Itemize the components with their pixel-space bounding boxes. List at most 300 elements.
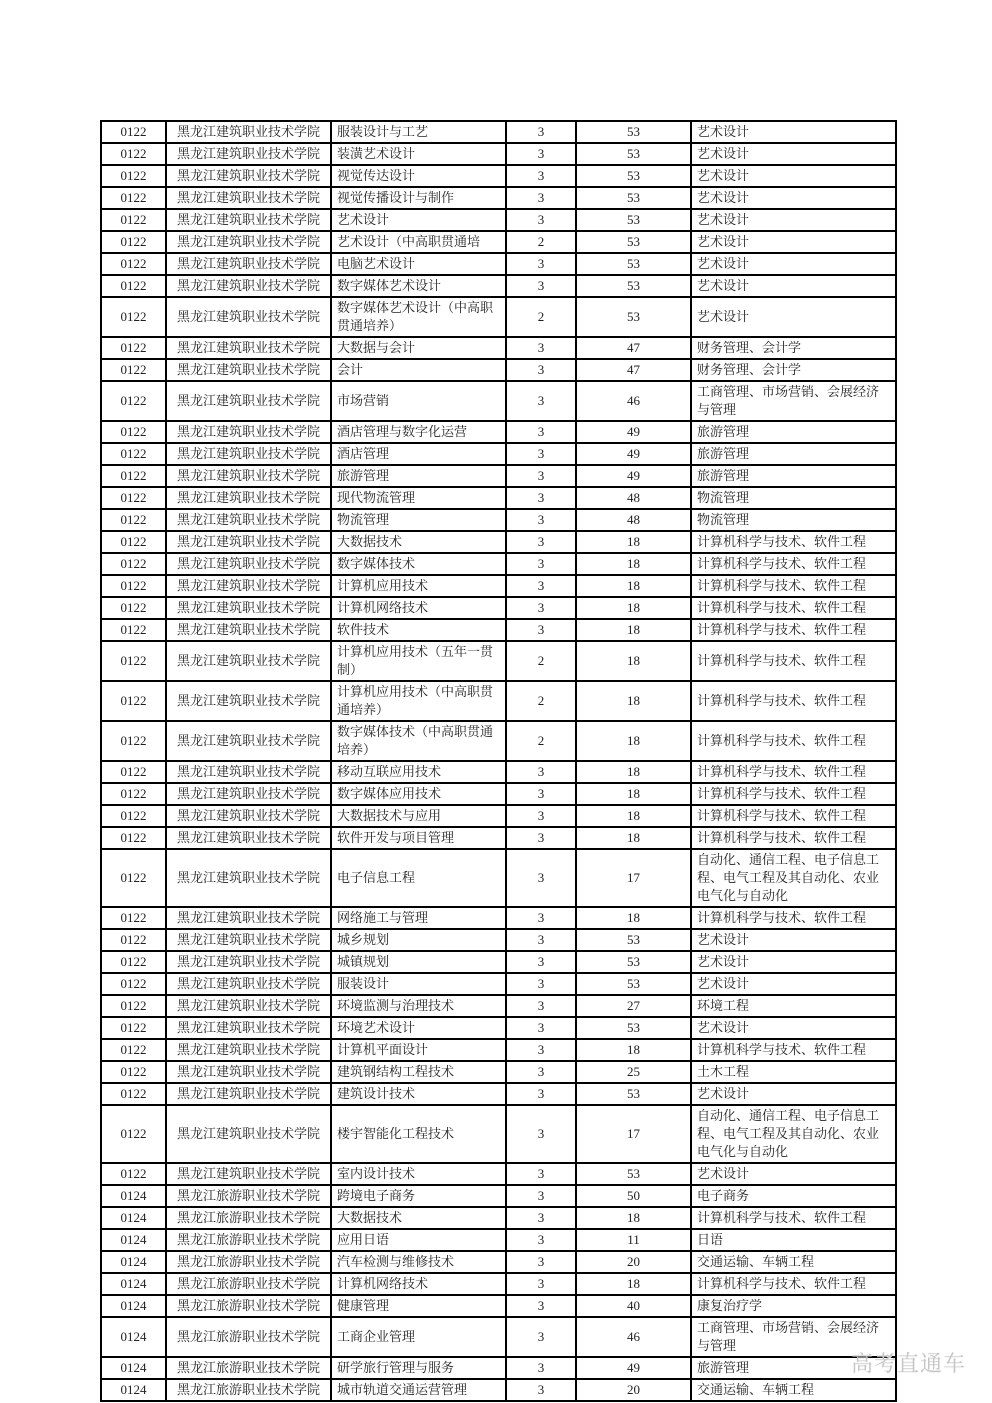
table-row (101, 575, 896, 597)
cell-duration: 2 (506, 721, 576, 761)
cell-category-code: 17 (576, 1105, 691, 1163)
table-row (101, 275, 896, 297)
cell-duration: 3 (506, 275, 576, 297)
cell-category-code: 18 (576, 1273, 691, 1295)
cell-college-name: 黑龙江建筑职业技术学院 (166, 721, 331, 761)
cell-college-name: 黑龙江建筑职业技术学院 (166, 641, 331, 681)
cell-duration: 3 (506, 1273, 576, 1295)
cell-undergrad-majors: 艺术设计 (691, 1163, 896, 1185)
cell-college-name: 黑龙江建筑职业技术学院 (166, 575, 331, 597)
cell-college-name: 黑龙江建筑职业技术学院 (166, 465, 331, 487)
cell-undergrad-majors: 艺术设计 (691, 1017, 896, 1039)
cell-college-code: 0122 (101, 297, 166, 337)
cell-undergrad-majors: 旅游管理 (691, 421, 896, 443)
cell-category-code: 53 (576, 143, 691, 165)
cell-college-code: 0122 (101, 381, 166, 421)
cell-category-code: 18 (576, 531, 691, 553)
table-row (101, 1251, 896, 1273)
cell-major-name: 工商企业管理 (331, 1317, 506, 1357)
cell-major-name: 艺术设计 (331, 209, 506, 231)
cell-major-name: 软件技术 (331, 619, 506, 641)
table-row (101, 597, 896, 619)
table-row (101, 337, 896, 359)
cell-college-code: 0124 (101, 1229, 166, 1251)
cell-college-code: 0122 (101, 337, 166, 359)
cell-category-code: 11 (576, 1229, 691, 1251)
cell-college-name: 黑龙江旅游职业技术学院 (166, 1317, 331, 1357)
table-row (101, 209, 896, 231)
cell-category-code: 20 (576, 1251, 691, 1273)
cell-category-code: 18 (576, 1207, 691, 1229)
cell-undergrad-majors: 工商管理、市场营销、会展经济与管理 (691, 381, 896, 421)
cell-duration: 3 (506, 187, 576, 209)
cell-duration: 3 (506, 575, 576, 597)
cell-major-name: 数字媒体技术 (331, 553, 506, 575)
cell-major-name: 计算机应用技术（中高职贯通培养） (331, 681, 506, 721)
cell-college-name: 黑龙江建筑职业技术学院 (166, 973, 331, 995)
cell-undergrad-majors: 环境工程 (691, 995, 896, 1017)
cell-duration: 2 (506, 297, 576, 337)
cell-major-name: 网络施工与管理 (331, 907, 506, 929)
cell-college-name: 黑龙江建筑职业技术学院 (166, 849, 331, 907)
cell-undergrad-majors: 旅游管理 (691, 1357, 896, 1379)
cell-category-code: 53 (576, 165, 691, 187)
cell-college-name: 黑龙江旅游职业技术学院 (166, 1379, 331, 1401)
cell-college-code: 0122 (101, 465, 166, 487)
cell-category-code: 40 (576, 1295, 691, 1317)
cell-category-code: 46 (576, 381, 691, 421)
cell-duration: 3 (506, 509, 576, 531)
cell-duration: 3 (506, 1207, 576, 1229)
cell-undergrad-majors: 计算机科学与技术、软件工程 (691, 1039, 896, 1061)
table-row (101, 359, 896, 381)
cell-duration: 3 (506, 1251, 576, 1273)
cell-college-name: 黑龙江建筑职业技术学院 (166, 907, 331, 929)
cell-category-code: 18 (576, 553, 691, 575)
cell-category-code: 18 (576, 761, 691, 783)
cell-college-name: 黑龙江建筑职业技术学院 (166, 253, 331, 275)
cell-college-code: 0122 (101, 641, 166, 681)
cell-category-code: 18 (576, 827, 691, 849)
cell-major-name: 大数据与会计 (331, 337, 506, 359)
cell-major-name: 汽车检测与维修技术 (331, 1251, 506, 1273)
cell-category-code: 47 (576, 337, 691, 359)
cell-duration: 3 (506, 421, 576, 443)
table-row (101, 1379, 896, 1401)
cell-major-name: 会计 (331, 359, 506, 381)
cell-major-name: 建筑钢结构工程技术 (331, 1061, 506, 1083)
cell-duration: 3 (506, 929, 576, 951)
cell-college-code: 0124 (101, 1185, 166, 1207)
cell-major-name: 大数据技术 (331, 531, 506, 553)
cell-major-name: 数字媒体艺术设计 (331, 275, 506, 297)
cell-major-name: 电脑艺术设计 (331, 253, 506, 275)
cell-category-code: 18 (576, 641, 691, 681)
cell-college-code: 0122 (101, 951, 166, 973)
cell-undergrad-majors: 艺术设计 (691, 143, 896, 165)
cell-duration: 3 (506, 805, 576, 827)
cell-college-name: 黑龙江建筑职业技术学院 (166, 597, 331, 619)
cell-college-code: 0122 (101, 443, 166, 465)
table-row (101, 443, 896, 465)
cell-college-code: 0122 (101, 849, 166, 907)
table-row (101, 1039, 896, 1061)
cell-college-name: 黑龙江旅游职业技术学院 (166, 1185, 331, 1207)
cell-duration: 3 (506, 209, 576, 231)
cell-category-code: 18 (576, 1039, 691, 1061)
cell-undergrad-majors: 计算机科学与技术、软件工程 (691, 827, 896, 849)
cell-college-name: 黑龙江建筑职业技术学院 (166, 337, 331, 359)
cell-category-code: 46 (576, 1317, 691, 1357)
cell-college-code: 0124 (101, 1273, 166, 1295)
cell-undergrad-majors: 计算机科学与技术、软件工程 (691, 531, 896, 553)
cell-undergrad-majors: 计算机科学与技术、软件工程 (691, 1207, 896, 1229)
cell-undergrad-majors: 计算机科学与技术、软件工程 (691, 597, 896, 619)
cell-undergrad-majors: 工商管理、市场营销、会展经济与管理 (691, 1317, 896, 1357)
cell-category-code: 53 (576, 973, 691, 995)
cell-undergrad-majors: 交通运输、车辆工程 (691, 1379, 896, 1401)
cell-major-name: 电子信息工程 (331, 849, 506, 907)
cell-undergrad-majors: 物流管理 (691, 509, 896, 531)
cell-college-name: 黑龙江建筑职业技术学院 (166, 143, 331, 165)
cell-category-code: 53 (576, 209, 691, 231)
cell-college-code: 0122 (101, 487, 166, 509)
cell-college-name: 黑龙江建筑职业技术学院 (166, 1061, 331, 1083)
cell-undergrad-majors: 计算机科学与技术、软件工程 (691, 553, 896, 575)
table-row (101, 805, 896, 827)
cell-major-name: 计算机平面设计 (331, 1039, 506, 1061)
cell-duration: 3 (506, 121, 576, 143)
cell-category-code: 18 (576, 783, 691, 805)
cell-category-code: 18 (576, 907, 691, 929)
cell-college-code: 0122 (101, 187, 166, 209)
table-row (101, 1207, 896, 1229)
table-row (101, 929, 896, 951)
cell-college-name: 黑龙江建筑职业技术学院 (166, 805, 331, 827)
cell-duration: 2 (506, 681, 576, 721)
cell-undergrad-majors: 财务管理、会计学 (691, 359, 896, 381)
cell-category-code: 18 (576, 597, 691, 619)
cell-category-code: 53 (576, 275, 691, 297)
cell-major-name: 移动互联应用技术 (331, 761, 506, 783)
cell-college-code: 0122 (101, 1083, 166, 1105)
cell-undergrad-majors: 艺术设计 (691, 297, 896, 337)
cell-major-name: 酒店管理 (331, 443, 506, 465)
cell-college-code: 0122 (101, 681, 166, 721)
cell-major-name: 大数据技术与应用 (331, 805, 506, 827)
cell-major-name: 计算机应用技术 (331, 575, 506, 597)
cell-major-name: 城市轨道交通运营管理 (331, 1379, 506, 1401)
table-row (101, 907, 896, 929)
cell-college-code: 0122 (101, 973, 166, 995)
cell-undergrad-majors: 计算机科学与技术、软件工程 (691, 805, 896, 827)
cell-undergrad-majors: 计算机科学与技术、软件工程 (691, 681, 896, 721)
cell-duration: 3 (506, 1379, 576, 1401)
cell-duration: 3 (506, 951, 576, 973)
cell-major-name: 物流管理 (331, 509, 506, 531)
cell-major-name: 楼宇智能化工程技术 (331, 1105, 506, 1163)
cell-college-name: 黑龙江建筑职业技术学院 (166, 827, 331, 849)
cell-major-name: 环境监测与治理技术 (331, 995, 506, 1017)
cell-undergrad-majors: 康复治疗学 (691, 1295, 896, 1317)
table-row (101, 381, 896, 421)
cell-undergrad-majors: 电子商务 (691, 1185, 896, 1207)
cell-undergrad-majors: 计算机科学与技术、软件工程 (691, 761, 896, 783)
cell-major-name: 室内设计技术 (331, 1163, 506, 1185)
table-row (101, 1357, 896, 1379)
cell-college-name: 黑龙江建筑职业技术学院 (166, 1017, 331, 1039)
cell-college-name: 黑龙江旅游职业技术学院 (166, 1273, 331, 1295)
cell-major-name: 大数据技术 (331, 1207, 506, 1229)
cell-college-name: 黑龙江旅游职业技术学院 (166, 1207, 331, 1229)
cell-undergrad-majors: 艺术设计 (691, 275, 896, 297)
cell-college-name: 黑龙江建筑职业技术学院 (166, 487, 331, 509)
cell-major-name: 计算机应用技术（五年一贯制） (331, 641, 506, 681)
cell-category-code: 49 (576, 1357, 691, 1379)
table-row (101, 553, 896, 575)
cell-college-code: 0124 (101, 1207, 166, 1229)
cell-college-code: 0124 (101, 1317, 166, 1357)
table-row (101, 995, 896, 1017)
cell-college-name: 黑龙江建筑职业技术学院 (166, 995, 331, 1017)
cell-duration: 3 (506, 907, 576, 929)
cell-category-code: 17 (576, 849, 691, 907)
cell-college-name: 黑龙江旅游职业技术学院 (166, 1229, 331, 1251)
cell-major-name: 计算机网络技术 (331, 1273, 506, 1295)
cell-college-code: 0122 (101, 907, 166, 929)
cell-undergrad-majors: 财务管理、会计学 (691, 337, 896, 359)
cell-college-code: 0122 (101, 995, 166, 1017)
cell-college-name: 黑龙江建筑职业技术学院 (166, 231, 331, 253)
cell-duration: 3 (506, 1083, 576, 1105)
table-row (101, 721, 896, 761)
cell-major-name: 计算机网络技术 (331, 597, 506, 619)
cell-duration: 2 (506, 231, 576, 253)
cell-major-name: 视觉传达设计 (331, 165, 506, 187)
cell-undergrad-majors: 艺术设计 (691, 209, 896, 231)
table-row (101, 187, 896, 209)
cell-duration: 3 (506, 531, 576, 553)
cell-college-name: 黑龙江建筑职业技术学院 (166, 929, 331, 951)
cell-duration: 3 (506, 1317, 576, 1357)
cell-college-code: 0122 (101, 619, 166, 641)
cell-duration: 3 (506, 253, 576, 275)
cell-college-code: 0122 (101, 1163, 166, 1185)
cell-category-code: 47 (576, 359, 691, 381)
cell-undergrad-majors: 艺术设计 (691, 231, 896, 253)
cell-major-name: 建筑设计技术 (331, 1083, 506, 1105)
cell-duration: 3 (506, 553, 576, 575)
cell-undergrad-majors: 自动化、通信工程、电子信息工程、电气工程及其自动化、农业电气化与自动化 (691, 849, 896, 907)
cell-college-code: 0122 (101, 553, 166, 575)
cell-category-code: 53 (576, 253, 691, 275)
cell-duration: 3 (506, 1061, 576, 1083)
cell-duration: 3 (506, 165, 576, 187)
cell-college-name: 黑龙江建筑职业技术学院 (166, 381, 331, 421)
cell-college-name: 黑龙江建筑职业技术学院 (166, 165, 331, 187)
cell-college-code: 0122 (101, 827, 166, 849)
cell-duration: 3 (506, 783, 576, 805)
cell-college-name: 黑龙江建筑职业技术学院 (166, 359, 331, 381)
cell-major-name: 研学旅行管理与服务 (331, 1357, 506, 1379)
cell-category-code: 49 (576, 421, 691, 443)
table-row (101, 1163, 896, 1185)
admission-table (100, 120, 897, 1402)
cell-undergrad-majors: 艺术设计 (691, 253, 896, 275)
cell-college-code: 0122 (101, 165, 166, 187)
cell-duration: 3 (506, 1017, 576, 1039)
cell-major-name: 艺术设计（中高职贯通培 (331, 231, 506, 253)
cell-major-name: 数字媒体技术（中高职贯通培养） (331, 721, 506, 761)
cell-undergrad-majors: 旅游管理 (691, 465, 896, 487)
cell-undergrad-majors: 计算机科学与技术、软件工程 (691, 575, 896, 597)
cell-duration: 3 (506, 597, 576, 619)
cell-college-name: 黑龙江建筑职业技术学院 (166, 1039, 331, 1061)
cell-college-code: 0122 (101, 359, 166, 381)
cell-undergrad-majors: 自动化、通信工程、电子信息工程、电气工程及其自动化、农业电气化与自动化 (691, 1105, 896, 1163)
cell-college-code: 0122 (101, 121, 166, 143)
cell-college-code: 0122 (101, 721, 166, 761)
cell-category-code: 18 (576, 575, 691, 597)
cell-undergrad-majors: 艺术设计 (691, 1083, 896, 1105)
cell-college-code: 0122 (101, 143, 166, 165)
cell-category-code: 53 (576, 297, 691, 337)
table-row (101, 121, 896, 143)
cell-category-code: 53 (576, 1163, 691, 1185)
cell-major-name: 装潢艺术设计 (331, 143, 506, 165)
cell-category-code: 50 (576, 1185, 691, 1207)
cell-college-name: 黑龙江建筑职业技术学院 (166, 209, 331, 231)
cell-major-name: 跨境电子商务 (331, 1185, 506, 1207)
table-row (101, 465, 896, 487)
cell-major-name: 城乡规划 (331, 929, 506, 951)
cell-category-code: 18 (576, 721, 691, 761)
cell-category-code: 20 (576, 1379, 691, 1401)
cell-college-code: 0122 (101, 761, 166, 783)
cell-major-name: 应用日语 (331, 1229, 506, 1251)
table-row (101, 165, 896, 187)
cell-duration: 3 (506, 849, 576, 907)
cell-major-name: 数字媒体应用技术 (331, 783, 506, 805)
cell-major-name: 旅游管理 (331, 465, 506, 487)
cell-undergrad-majors: 计算机科学与技术、软件工程 (691, 619, 896, 641)
cell-college-name: 黑龙江建筑职业技术学院 (166, 783, 331, 805)
table-row (101, 487, 896, 509)
cell-undergrad-majors: 旅游管理 (691, 443, 896, 465)
cell-category-code: 48 (576, 487, 691, 509)
cell-major-name: 视觉传播设计与制作 (331, 187, 506, 209)
cell-duration: 3 (506, 359, 576, 381)
cell-college-code: 0124 (101, 1357, 166, 1379)
table-row (101, 849, 896, 907)
cell-undergrad-majors: 日语 (691, 1229, 896, 1251)
cell-undergrad-majors: 计算机科学与技术、软件工程 (691, 641, 896, 681)
table-body (101, 121, 896, 1401)
cell-undergrad-majors: 计算机科学与技术、软件工程 (691, 783, 896, 805)
cell-category-code: 53 (576, 187, 691, 209)
cell-undergrad-majors: 交通运输、车辆工程 (691, 1251, 896, 1273)
cell-major-name: 服装设计与工艺 (331, 121, 506, 143)
cell-undergrad-majors: 物流管理 (691, 487, 896, 509)
cell-college-name: 黑龙江建筑职业技术学院 (166, 275, 331, 297)
table-row (101, 297, 896, 337)
table-row (101, 827, 896, 849)
cell-duration: 3 (506, 1229, 576, 1251)
cell-college-code: 0122 (101, 1105, 166, 1163)
cell-duration: 3 (506, 487, 576, 509)
cell-college-code: 0122 (101, 209, 166, 231)
cell-duration: 3 (506, 619, 576, 641)
cell-undergrad-majors: 艺术设计 (691, 121, 896, 143)
cell-college-name: 黑龙江建筑职业技术学院 (166, 531, 331, 553)
cell-duration: 3 (506, 995, 576, 1017)
cell-category-code: 53 (576, 929, 691, 951)
cell-duration: 3 (506, 1357, 576, 1379)
table-row (101, 143, 896, 165)
cell-college-code: 0122 (101, 575, 166, 597)
table-row (101, 619, 896, 641)
cell-duration: 3 (506, 1295, 576, 1317)
cell-college-name: 黑龙江建筑职业技术学院 (166, 187, 331, 209)
cell-undergrad-majors: 艺术设计 (691, 973, 896, 995)
cell-major-name: 现代物流管理 (331, 487, 506, 509)
cell-duration: 2 (506, 641, 576, 681)
cell-college-code: 0122 (101, 231, 166, 253)
cell-college-code: 0124 (101, 1295, 166, 1317)
cell-college-code: 0122 (101, 1061, 166, 1083)
cell-category-code: 27 (576, 995, 691, 1017)
cell-category-code: 53 (576, 121, 691, 143)
table-row (101, 951, 896, 973)
cell-college-name: 黑龙江建筑职业技术学院 (166, 121, 331, 143)
cell-undergrad-majors: 计算机科学与技术、软件工程 (691, 721, 896, 761)
cell-major-name: 软件开发与项目管理 (331, 827, 506, 849)
cell-category-code: 53 (576, 1083, 691, 1105)
cell-duration: 3 (506, 1185, 576, 1207)
cell-category-code: 48 (576, 509, 691, 531)
table-row (101, 1017, 896, 1039)
cell-major-name: 城镇规划 (331, 951, 506, 973)
table-row (101, 783, 896, 805)
cell-college-name: 黑龙江建筑职业技术学院 (166, 297, 331, 337)
cell-category-code: 53 (576, 1017, 691, 1039)
cell-major-name: 健康管理 (331, 1295, 506, 1317)
cell-college-name: 黑龙江建筑职业技术学院 (166, 761, 331, 783)
cell-major-name: 酒店管理与数字化运营 (331, 421, 506, 443)
cell-undergrad-majors: 艺术设计 (691, 187, 896, 209)
cell-major-name: 市场营销 (331, 381, 506, 421)
table-row (101, 1105, 896, 1163)
cell-college-name: 黑龙江建筑职业技术学院 (166, 509, 331, 531)
cell-college-name: 黑龙江旅游职业技术学院 (166, 1357, 331, 1379)
table-row (101, 1185, 896, 1207)
cell-category-code: 49 (576, 465, 691, 487)
cell-duration: 3 (506, 1105, 576, 1163)
cell-duration: 3 (506, 827, 576, 849)
cell-college-name: 黑龙江旅游职业技术学院 (166, 1251, 331, 1273)
cell-college-code: 0122 (101, 275, 166, 297)
table-row (101, 1273, 896, 1295)
cell-college-code: 0124 (101, 1251, 166, 1273)
cell-undergrad-majors: 艺术设计 (691, 929, 896, 951)
cell-category-code: 53 (576, 231, 691, 253)
cell-major-name: 服装设计 (331, 973, 506, 995)
cell-college-name: 黑龙江建筑职业技术学院 (166, 619, 331, 641)
cell-college-name: 黑龙江建筑职业技术学院 (166, 421, 331, 443)
table-row (101, 421, 896, 443)
cell-college-name: 黑龙江建筑职业技术学院 (166, 1083, 331, 1105)
cell-college-code: 0122 (101, 597, 166, 619)
